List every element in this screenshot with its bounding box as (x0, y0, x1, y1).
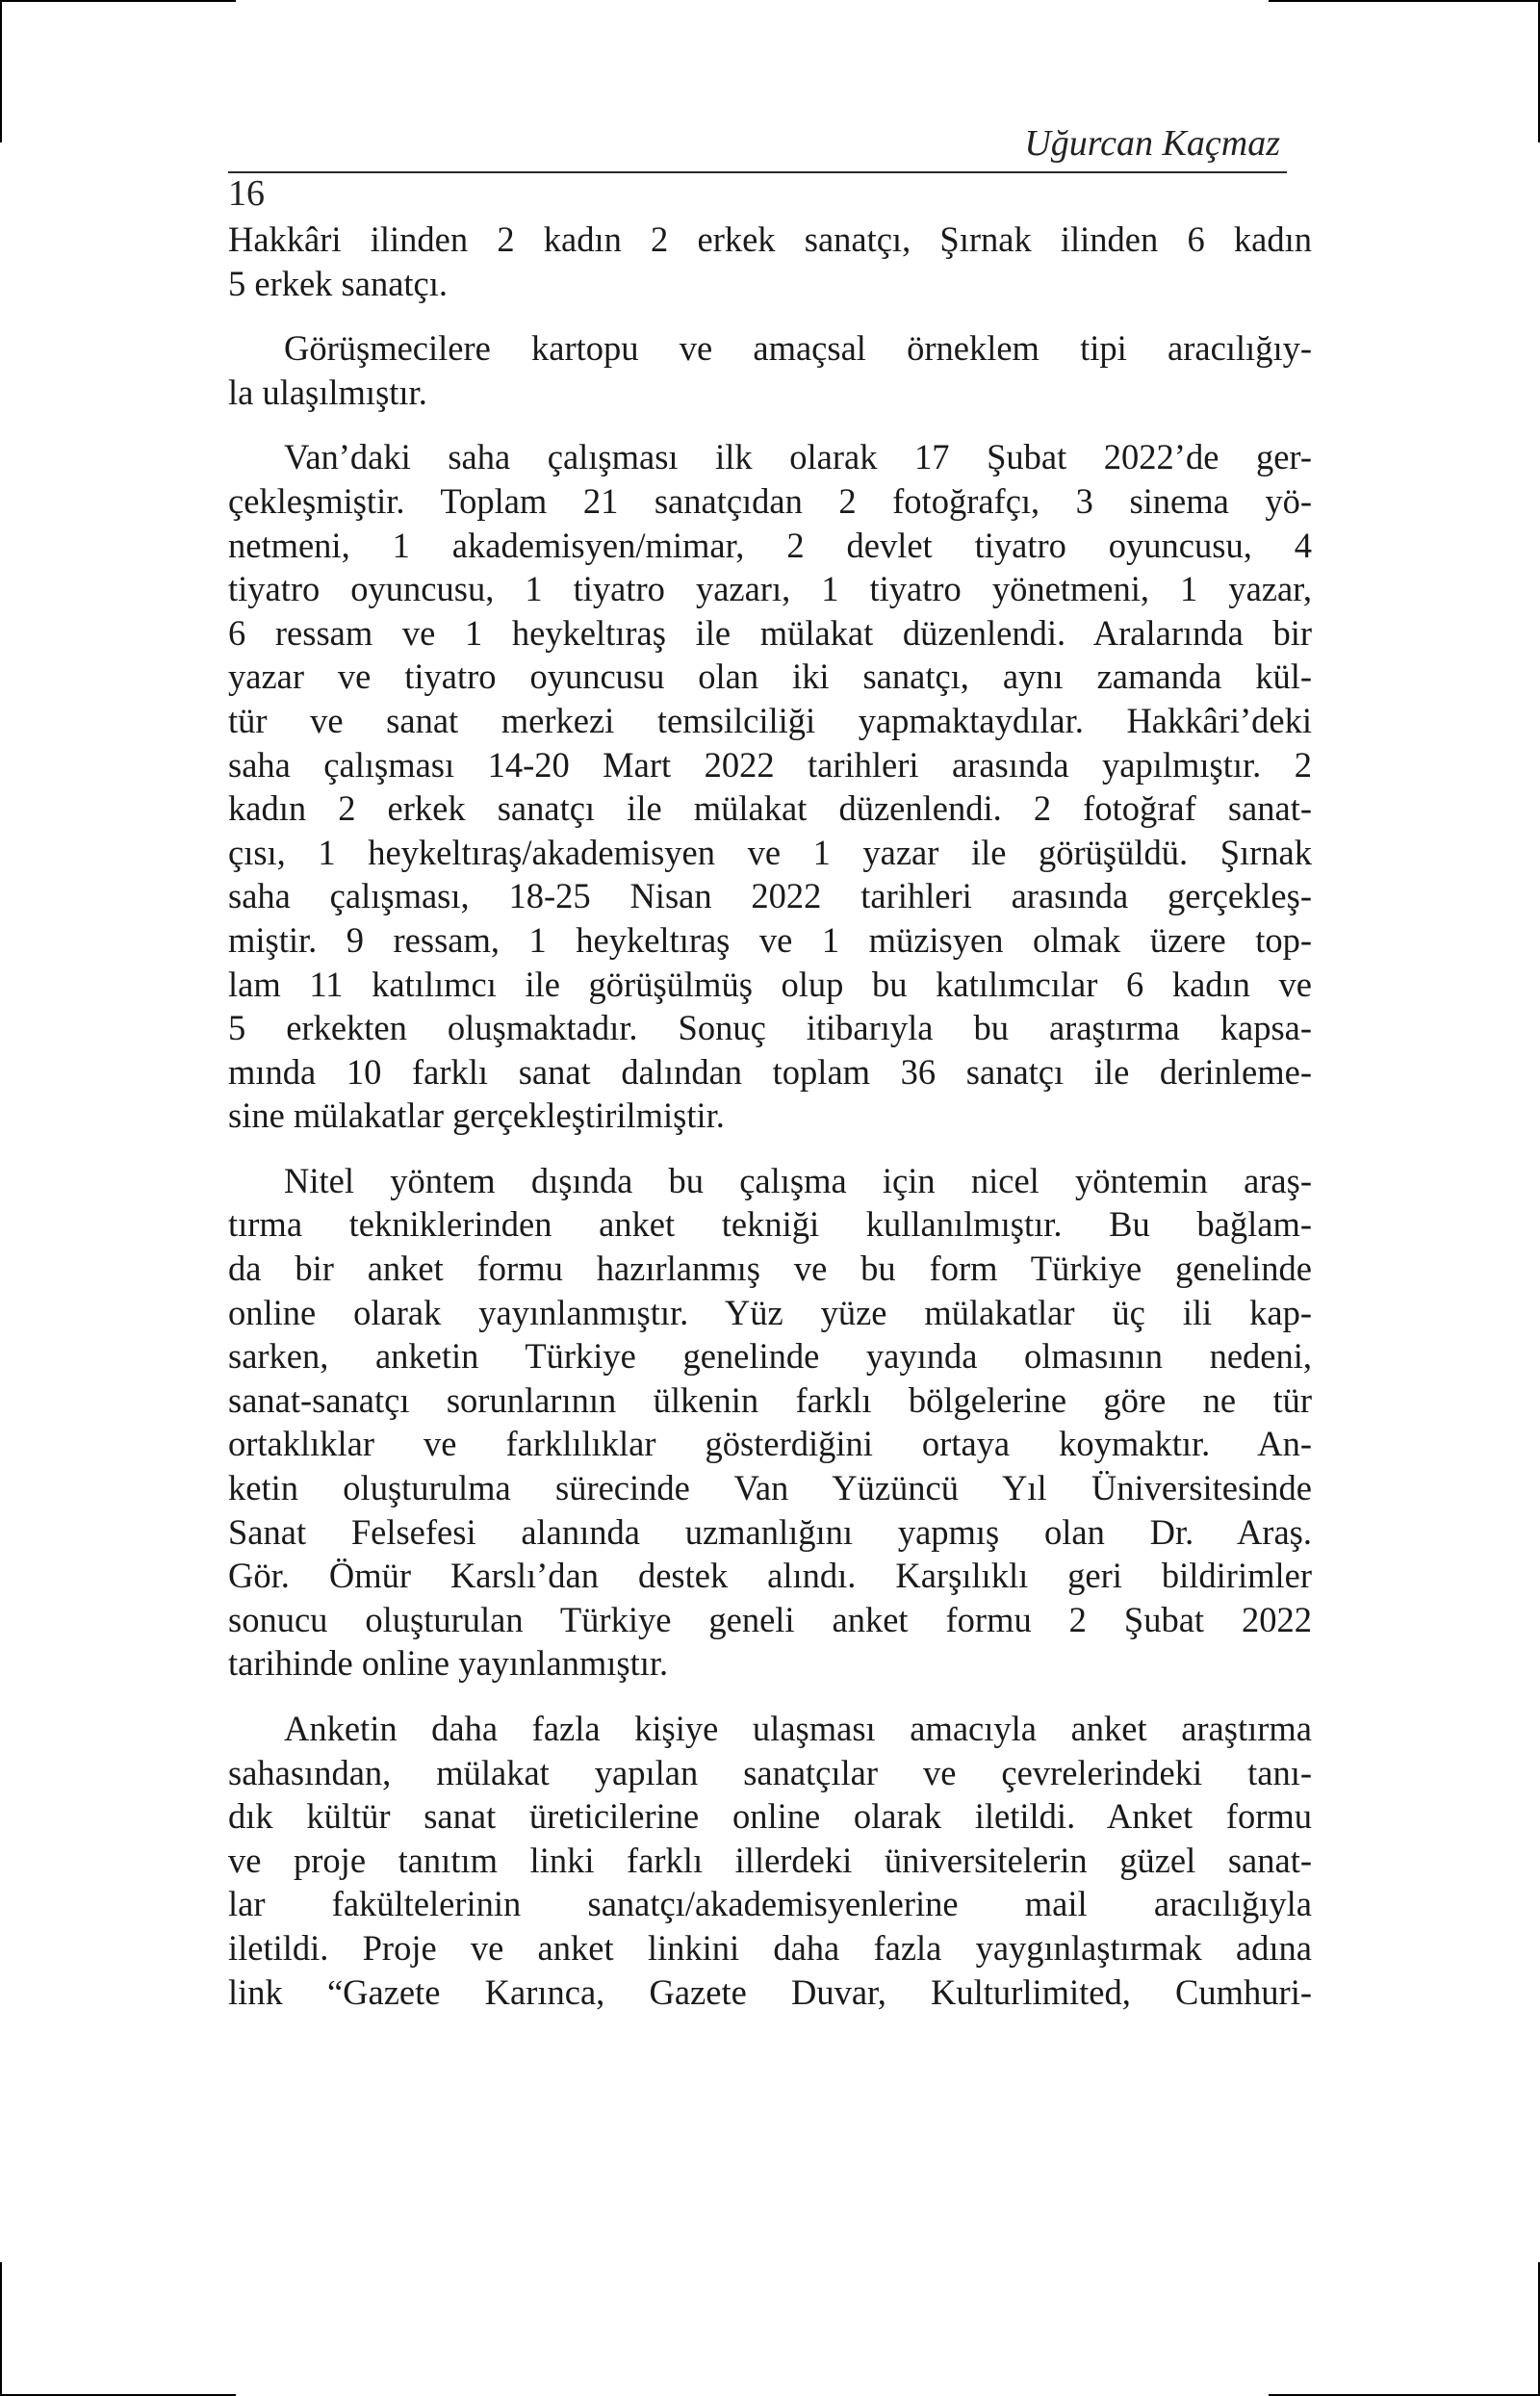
text-line: miştir. 9 ressam, 1 heykeltıraş ve 1 müzisyen olmak üzere top- (228, 919, 1312, 960)
body-text (228, 218, 1312, 2014)
crop-mark-top-left-v (0, 0, 2, 142)
crop-mark-bottom-left-v (0, 2262, 2, 2396)
page-number-text: 16 (228, 173, 265, 214)
text-line: online olarak yayınlanmıştır. Yüz yüze mülakatlar üç ili kap- (228, 1292, 1312, 1332)
text-line: kadın 2 erkek sanatçı ile mülakat düzenlendi. 2 fotoğraf sanat- (228, 788, 1312, 829)
paragraph-gap (228, 1138, 1312, 1159)
text-line: saha çalışması, 18-25 Nisan 2022 tarihleri arasında gerçekleş- (228, 876, 1312, 916)
header-rule (228, 171, 1287, 173)
paragraph (228, 218, 1312, 305)
text-line: Van’daki saha çalışması ilk olarak 17 Şubat 2022’de ger- (284, 437, 1312, 477)
text-line: Anketin daha fazla kişiye ulaşması amacıyla anket araştırma (284, 1709, 1312, 1748)
running-head-author: Uğurcan Kaçmaz (1024, 123, 1280, 164)
text-line: sonucu oluşturulan Türkiye geneli anket formu 2 Şubat 2022 (228, 1599, 1312, 1639)
text-line: lam 11 katılımcı ile görüşülmüş olup bu katılımcılar 6 kadın ve (228, 964, 1312, 1004)
text-line: mında 10 farklı sanat dalından toplam 36 sanatçı ile derinleme- (228, 1051, 1312, 1092)
text-line: yazar ve tiyatro oyuncusu olan iki sanatçı, aynı zamanda kül- (228, 657, 1312, 697)
text-line: Gör. Ömür Karslı’dan destek alındı. Karşılıklı geri bildirimler (228, 1556, 1312, 1596)
text-line: lar fakültelerinin sanatçı/akademisyenlerine mail aracılığıyla (228, 1884, 1312, 1924)
text-line: Sanat Felsefesi alanında uzmanlığını yapmış olan Dr. Araş. (228, 1511, 1312, 1552)
text-line: sine mülakatlar gerçekleştirilmiştir. (228, 1095, 725, 1136)
text-line: tarihinde online yayınlanmıştır. (228, 1643, 669, 1684)
page-number (228, 173, 265, 214)
text-line: ortaklıklar ve farklılıklar gösterdiğini ortaya koymaktır. An- (228, 1424, 1312, 1464)
text-line: Görüşmecilere kartopu ve amaçsal örneklem tipi aracılığıy- (284, 328, 1312, 369)
paragraph (228, 326, 1312, 414)
text-line: link “Gazete Karınca, Gazete Duvar, Kulturlimited, Cumhuri- (228, 1971, 1312, 2012)
paragraph (228, 1707, 1312, 2014)
crop-mark-top-right-h (1269, 0, 1540, 2)
crop-mark-top-left-h (0, 0, 236, 2)
text-line: tırma tekniklerinden anket tekniği kullanılmıştır. Bu bağlam- (228, 1204, 1312, 1245)
text-line: tür ve sanat merkezi temsilciliği yapmaktaydılar. Hakkâri’deki (228, 700, 1312, 740)
paragraph (228, 1159, 1312, 1686)
paragraph-gap (228, 414, 1312, 435)
text-line: tiyatro oyuncusu, 1 tiyatro yazarı, 1 tiyatro yönetmeni, 1 yazar, (228, 569, 1312, 609)
text-line: çekleşmiştir. Toplam 21 sanatçıdan 2 fotoğrafçı, 3 sinema yö- (228, 480, 1312, 521)
text-line: 5 erkek sanatçı. (228, 263, 449, 303)
text-line: la ulaşılmıştır. (228, 372, 427, 412)
text-line: sarken, anketin Türkiye genelinde yayında olmasının nedeni, (228, 1336, 1312, 1377)
text-line: ketin oluşturulma sürecinde Van Yüzüncü Yıl Üniversitesinde (228, 1468, 1312, 1508)
text-line: Hakkâri ilinden 2 kadın 2 erkek sanatçı, Şırnak ilinden 6 kadın (228, 219, 1312, 259)
text-line: sahasından, mülakat yapılan sanatçılar ve çevrelerindeki tanı- (228, 1752, 1312, 1792)
text-line: da bir anket formu hazırlanmış ve bu form Türkiye genelinde (228, 1249, 1312, 1289)
paragraph-gap (228, 1686, 1312, 1707)
text-line: 5 erkekten oluşmaktadır. Sonuç itibarıyla bu araştırma kapsa- (228, 1008, 1312, 1048)
text-line: dık kültür sanat üreticilerine online olarak iletildi. Anket formu (228, 1796, 1312, 1837)
text-line: çısı, 1 heykeltıraş/akademisyen ve 1 yazar ile görüşüldü. Şırnak (228, 832, 1312, 872)
text-line: Nitel yöntem dışında bu çalışma için nicel yöntemin araş- (284, 1160, 1312, 1200)
text-line: saha çalışması 14-20 Mart 2022 tarihleri arasında yapılmıştır. 2 (228, 744, 1312, 785)
paragraph-gap (228, 305, 1312, 326)
text-line: ve proje tanıtım linki farklı illerdeki üniversitelerin güzel sanat- (228, 1840, 1312, 1880)
text-line: sanat-sanatçı sorunlarının ülkenin farklı bölgelerine göre ne tür (228, 1379, 1312, 1420)
text-line: netmeni, 1 akademisyen/mimar, 2 devlet tiyatro oyuncusu, 4 (228, 525, 1312, 565)
text-line: 6 ressam ve 1 heykeltıraş ile mülakat düzenlendi. Aralarında bir (228, 612, 1312, 653)
paragraph (228, 435, 1312, 1138)
text-line: iletildi. Proje ve anket linkini daha fazla yaygınlaştırmak adına (228, 1927, 1312, 1968)
